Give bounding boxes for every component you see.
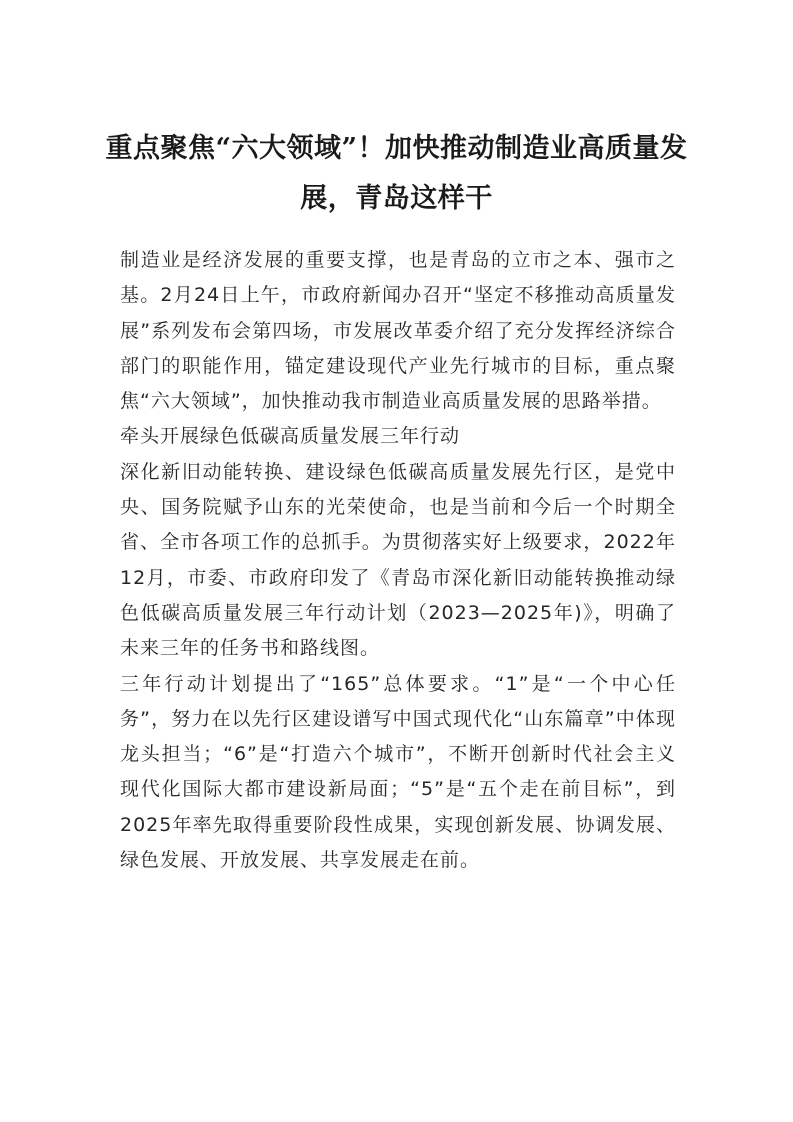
paragraph-transformation: 深化新旧动能转换、建设绿色低碳高质量发展先行区，是党中央、国务院赋予山东的光荣使命，也是当前和今后一个时期全省、全市各项工作的总抓手。为贯彻落实好上级要求，2022年12月，市委、市政府印发了《青岛市深化新旧动能转换推动绿色低碳高质量发展三年行动计划（2023—2025年)》，明确了未来三年的任务书和路线图。 xyxy=(120,460,676,660)
paragraph-intro: 制造业是经济发展的重要支撑，也是青岛的立市之本、强市之基。2月24日上午，市政府新闻办召开“坚定不移推动高质量发展”系列发布会第四场，市发展改革委介绍了充分发挥经济综合部门的职能作用，锚定建设现代产业先行城市的目标，重点聚焦“六大领域”，加快推动我市制造业高质量发展的思路举措。 xyxy=(120,249,676,413)
document-title: 重点聚焦“六大领域”！加快推动制造业高质量发展，青岛这样干 xyxy=(105,133,688,214)
paragraph-165-requirements: 三年行动计划提出了“165”总体要求。“1”是“一个中心任务”，努力在以先行区建设谱写中国式现代化“山东篇章”中体现龙头担当；“6”是“打造六个城市”，不断开创新时代社会主义现代化国际大都市建设新局面；“5”是“五个走在前目标”，到2025年率先取得重要阶段性成果，实现创新发展、协调发展、绿色发展、开放发展、共享发展走在前。 xyxy=(120,672,676,872)
document-body xyxy=(120,243,676,878)
section-heading: 牵头开展绿色低碳高质量发展三年行动 xyxy=(120,425,461,448)
